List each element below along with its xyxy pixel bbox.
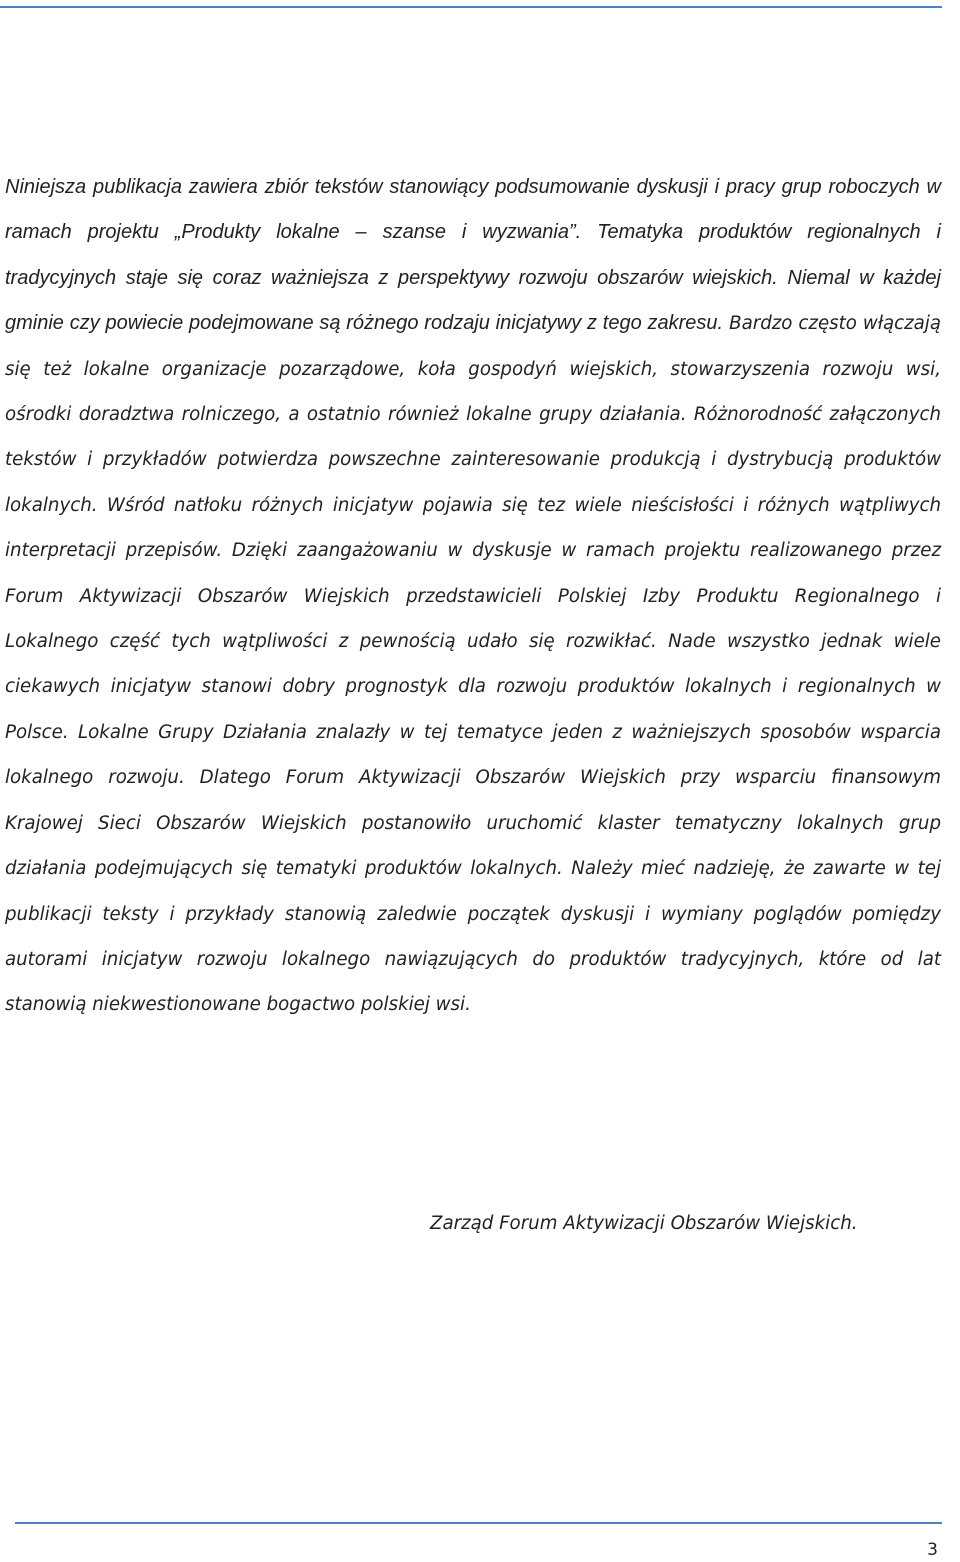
header-rule bbox=[0, 6, 942, 8]
body-text-part-1: Niniejsza publikacja zawiera zbiór tekstów stanowiący podsumowanie dyskusji i pracy grup roboczych w ramach projektu „Produkty lokalne – szanse i wyzwania”. Tematyka produktów regionalnych i tradycyjnych staje się coraz ważniejsza z perspektywy rozwoju obszarów wiejskich. Niemal w każdej gminie czy powiecie podejmowane są różnego rodzaju inicjatywy z tego zakresu. bbox=[5, 176, 941, 335]
footer-rule bbox=[15, 1522, 942, 1524]
page-number: 3 bbox=[927, 1540, 938, 1560]
body-paragraph bbox=[5, 165, 941, 1028]
body-text-part-2: Bardzo często włączają się też lokalne organizacje pozarządowe, koła gospodyń wiejskich, stowarzyszenia rozwoju wsi, ośrodki doradztwa rolniczego, a ostatnio również lokalne grupy działania. Różnorodność załączonych tekstów i przykładów potwierdza powszechne zainteresowanie produkcją i dystrybucją produktów lokalnych. Wśród natłoku różnych inicjatyw pojawia się tez wiele nieścisłości i różnych wątpliwych interpretacji przepisów. Dzięki zaangażowaniu w dyskusje w ramach projektu realizowanego przez Forum Aktywizacji Obszarów Wiejskich przedstawicieli Polskiej Izby Produktu Regionalnego i Lokalnego część tych wątpliwości z pewnością udało się rozwikłać. Nade wszystko jednak wiele ciekawych inicjatyw stanowi dobry prognostyk dla rozwoju produktów lokalnych i regionalnych w Polsce. Lokalne Grupy Działania znalazły w tej tematyce jeden z ważniejszych sposobów wsparcia lokalnego rozwoju. Dlatego Forum Aktywizacji Obszarów Wiejskich przy wsparciu finansowym Krajowej Sieci Obszarów Wiejskich postanowiło uruchomić klaster tematyczny lokalnych grup działania podejmujących się tematyki produktów lokalnych. Należy mieć nadzieję, że zawarte w tej publikacji teksty i przykłady stanowią zaledwie początek dyskusji i wymiany poglądów pomiędzy autorami inicjatyw rozwoju lokalnego nawiązujących do produktów tradycyjnych, które od lat stanowią niekwestionowane bogactwo polskiej wsi. bbox=[5, 313, 942, 1016]
signature: Zarząd Forum Aktywizacji Obszarów Wiejskich. bbox=[430, 1213, 858, 1234]
